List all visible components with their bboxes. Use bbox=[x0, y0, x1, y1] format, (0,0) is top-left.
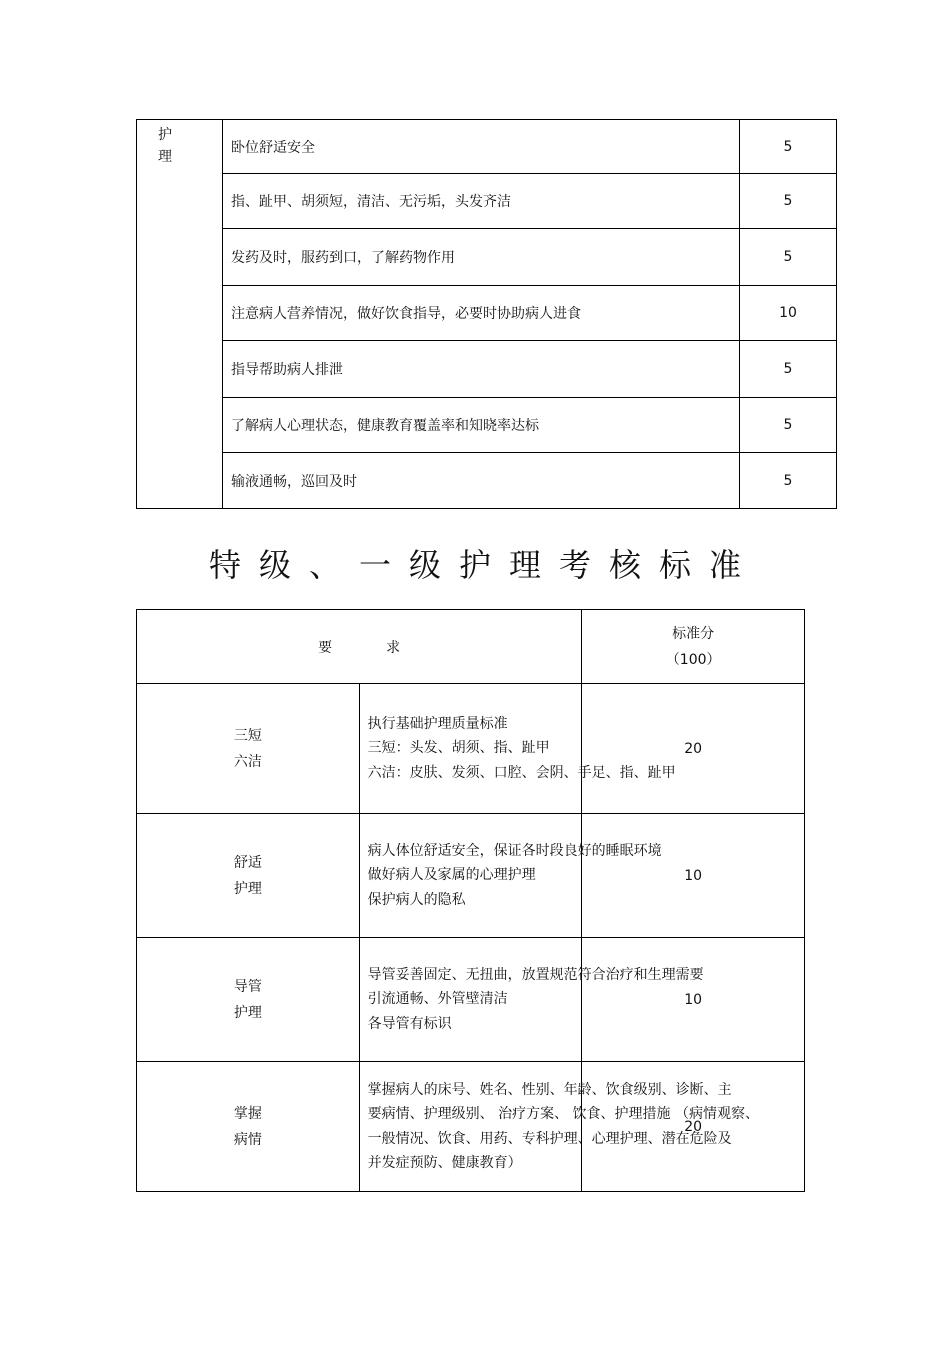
category-label-line: 病情 bbox=[233, 1131, 262, 1148]
category-label-line: 掌握 bbox=[233, 1105, 262, 1122]
description-line: 三短：头发、胡须、指、趾甲 bbox=[367, 740, 550, 757]
item-score: 5 bbox=[740, 453, 837, 509]
description-line: 病人体位舒适安全，保证各时段良好的睡眠环境 bbox=[367, 842, 662, 859]
score-header-total: （100） bbox=[665, 651, 721, 668]
category-label-line: 护理 bbox=[233, 1004, 262, 1021]
item-score: 5 bbox=[740, 398, 837, 453]
requirement-description bbox=[359, 684, 676, 814]
page-title: 特级、一级护理考核标准 bbox=[208, 546, 759, 584]
description-line: 一般情况、饮食、用药、专科护理、心理护理、潜在危险及 bbox=[367, 1130, 732, 1147]
item-text: 发药及时，服药到口，了解药物作用 bbox=[223, 229, 740, 286]
category-label-line: 舒适 bbox=[233, 854, 262, 871]
category-cell bbox=[137, 938, 360, 1062]
score-header-label: 标准分 bbox=[672, 625, 715, 642]
description-line: 掌握病人的床号、姓名、性别、年龄、饮食级别、诊断、主 bbox=[367, 1081, 732, 1098]
item-score: 5 bbox=[740, 174, 837, 229]
standard-score: 20 bbox=[582, 1062, 805, 1192]
category-label-line: 护理 bbox=[233, 880, 262, 897]
description-line: 做好病人及家属的心理护理 bbox=[367, 867, 536, 884]
category-cell bbox=[137, 120, 223, 509]
requirement-description bbox=[359, 814, 662, 938]
item-text: 输液通畅，巡回及时 bbox=[223, 453, 740, 509]
category-cell bbox=[137, 684, 360, 814]
assessment-standard-table bbox=[136, 609, 805, 1192]
description-line: 并发症预防、健康教育） bbox=[367, 1155, 522, 1171]
item-score: 5 bbox=[740, 229, 837, 286]
description-line: 执行基础护理质量标准 bbox=[367, 715, 508, 732]
category-label-line: 六洁 bbox=[233, 753, 262, 770]
standard-score: 10 bbox=[582, 938, 805, 1062]
item-text: 卧位舒适安全 bbox=[223, 120, 740, 174]
standard-score: 10 bbox=[582, 814, 805, 938]
item-score: 5 bbox=[740, 341, 837, 398]
requirement-header-left: 要 bbox=[318, 639, 333, 656]
category-label-line: 理 bbox=[158, 149, 172, 165]
item-score: 10 bbox=[740, 286, 837, 341]
description-line: 各导管有标识 bbox=[367, 1015, 452, 1032]
nursing-items-table-continued bbox=[136, 119, 837, 509]
description-line: 保护病人的隐私 bbox=[367, 891, 466, 908]
description-line: 六洁：皮肤、发须、口腔、会阴、手足、指、趾甲 bbox=[367, 764, 676, 781]
item-text: 注意病人营养情况，做好饮食指导，必要时协助病人进食 bbox=[223, 286, 740, 341]
description-line: 要病情、护理级别、 治疗方案、 饮食、护理措施 （病情观察、 bbox=[367, 1106, 760, 1122]
category-label-line: 三短 bbox=[233, 727, 262, 744]
item-score: 5 bbox=[740, 120, 837, 174]
standard-score: 20 bbox=[582, 684, 805, 814]
requirement-header-right: 求 bbox=[386, 639, 401, 656]
item-text: 指导帮助病人排泄 bbox=[223, 341, 740, 398]
category-cell bbox=[137, 814, 360, 938]
requirement-header bbox=[137, 610, 582, 684]
item-text: 了解病人心理状态，健康教育覆盖率和知晓率达标 bbox=[223, 398, 740, 453]
score-header bbox=[582, 610, 805, 684]
description-line: 引流通畅、外管壁清洁 bbox=[367, 991, 508, 1008]
item-text: 指、趾甲、胡须短，清洁、无污垢，头发齐洁 bbox=[223, 174, 740, 229]
description-line: 导管妥善固定、无扭曲，放置规范符合治疗和生理需要 bbox=[367, 966, 704, 983]
category-label-line: 导管 bbox=[233, 978, 262, 995]
category-label-line: 护 bbox=[158, 127, 172, 143]
category-cell bbox=[137, 1062, 360, 1192]
